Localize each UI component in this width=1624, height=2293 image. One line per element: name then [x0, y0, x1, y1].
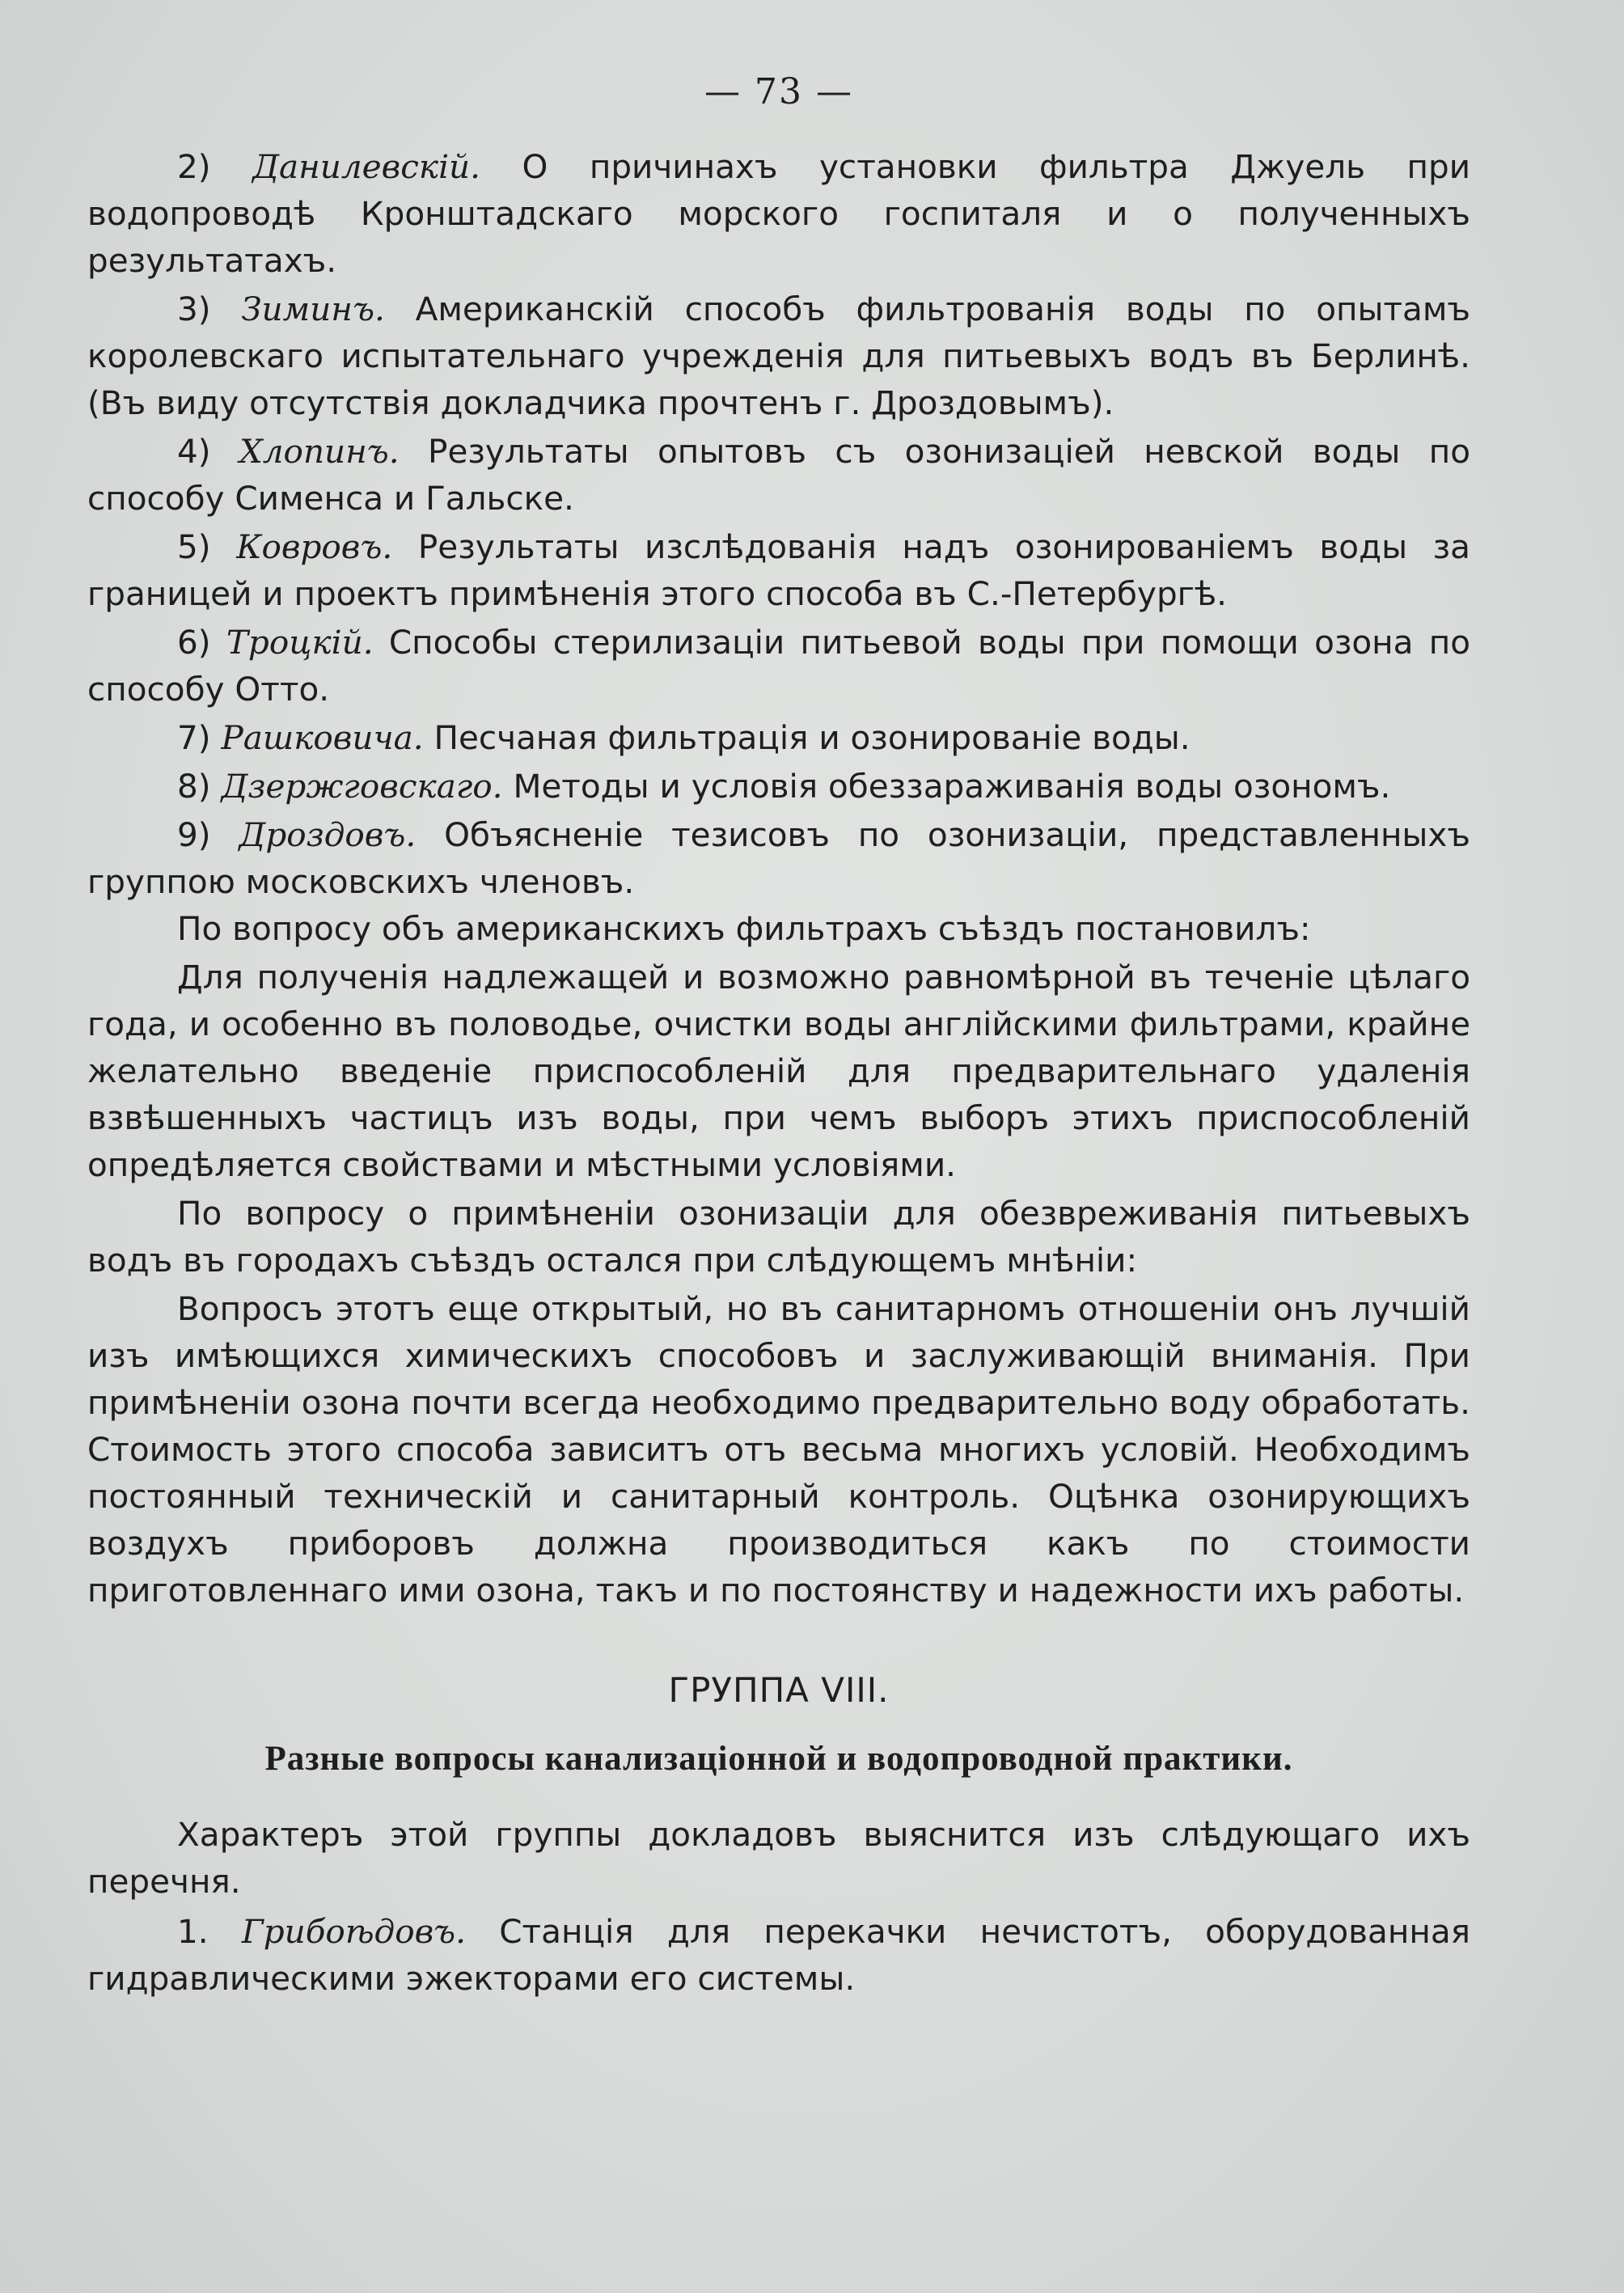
- item-text: Американскій способъ фильтрованія воды по опытамъ королевскаго испытательнаго учрежденія для питьевыхъ водъ въ Берлинѣ. (Въ виду отсутствія докладчика прочтенъ г. Дроздовымъ).: [87, 290, 1471, 422]
- item-text: О причинахъ установки фильтра Джуель при водопроводѣ Кронштадскаго морского госпиталя и о полученныхъ результатахъ.: [87, 147, 1471, 280]
- item-number: 2): [177, 147, 211, 186]
- list-item: [87, 428, 1470, 522]
- item-number: 3): [177, 290, 211, 328]
- ozone-intro: По вопросу о примѣненіи озонизаціи для обезвреживанія питьевыхъ водъ въ городахъ съѣздъ остался при слѣдующемъ мнѣніи:: [87, 1194, 1470, 1280]
- author-name: Ковровъ.: [236, 527, 393, 566]
- filters-resolution: Для полученія надлежащей и возможно равномѣрной въ теченіе цѣлаго года, и особенно въ половодье, очистки воды англійскими фильтрами, крайне желательно введеніе приспособленій для предварительнаго удаленія взвѣшенныхъ частицъ изъ воды, при чемъ выборъ этихъ приспособленій опредѣляется свойствами и мѣстными условіями.: [87, 958, 1470, 1184]
- author-name: Дроздовъ.: [239, 815, 417, 854]
- item-text: Станція для перекачки нечистотъ, оборудованная гидравлическими эжекторами его системы.: [87, 1912, 1470, 1998]
- item-number: 8): [177, 767, 211, 806]
- item-text: Песчаная фильтрація и озонированіе воды.: [433, 718, 1191, 757]
- list-item: [87, 714, 1470, 761]
- group-heading: ГРУППА VIII.: [668, 1670, 890, 1710]
- author-name: Грибоѣдовъ.: [241, 1912, 467, 1951]
- item-number: 1.: [177, 1912, 209, 1951]
- filters-intro: По вопросу объ американскихъ фильтрахъ съѣздъ постановилъ:: [177, 909, 1311, 948]
- author-name: Данилевскій.: [252, 147, 481, 186]
- author-name: Дзержговскаго.: [221, 767, 503, 806]
- page-number: — 73 —: [704, 71, 853, 112]
- section-title: Разные вопросы канализаціонной и водопроводной практики.: [264, 1740, 1293, 1778]
- group-intro: Характеръ этой группы докладовъ выяснится изъ слѣдующаго ихъ перечня.: [87, 1815, 1470, 1901]
- item-text: Результаты изслѣдованія надъ озонированіемъ воды за границей и проектъ примѣненія этого способа въ С.-Петербургѣ.: [87, 527, 1471, 613]
- author-name: Троцкій.: [226, 623, 374, 662]
- list-item: [87, 763, 1470, 810]
- item-number: 6): [177, 623, 211, 662]
- author-name: Рашковича.: [221, 718, 424, 757]
- item-number: 9): [177, 815, 211, 854]
- ozone-opinion: Вопросъ этотъ еще открытый, но въ санитарномъ отношеніи онъ лучшій изъ имѣющихся химическихъ способовъ и заслуживающій вниманія. При примѣненіи озона почти всегда необходимо предварительно воду обработать. Стоимость этого способа зависитъ отъ весьма многихъ условій. Необходимъ постоянный техническій и санитарный контроль. Оцѣнка озонирующихъ воздухъ приборовъ должна производиться какъ по стоимости приготовленнаго ими озона, такъ и по постоянству и надежности ихъ работы.: [87, 1289, 1470, 1610]
- list-item: [87, 286, 1470, 426]
- item-number: 5): [177, 527, 211, 566]
- list-item: [87, 523, 1470, 617]
- author-name: Хлопинъ.: [239, 432, 400, 471]
- item-text: Способы стерилизаціи питьевой воды при помощи озона по способу Отто.: [87, 623, 1471, 709]
- reports-list: [87, 143, 1470, 905]
- list-item: [87, 619, 1470, 713]
- item-number: 7): [177, 718, 211, 757]
- list-item: [87, 811, 1470, 905]
- item-number: 4): [177, 432, 211, 471]
- list-item: [87, 1908, 1470, 2002]
- author-name: Зиминъ.: [241, 290, 385, 328]
- list-item: [87, 143, 1470, 284]
- item-text: Объясненіе тезисовъ по озонизаціи, представленныхъ группою московскихъ членовъ.: [87, 815, 1470, 901]
- item-text: Методы и условія обеззараживанія воды озономъ.: [513, 767, 1391, 806]
- item-text: Результаты опытовъ съ озонизаціей невской воды по способу Сименса и Гальске.: [87, 432, 1470, 518]
